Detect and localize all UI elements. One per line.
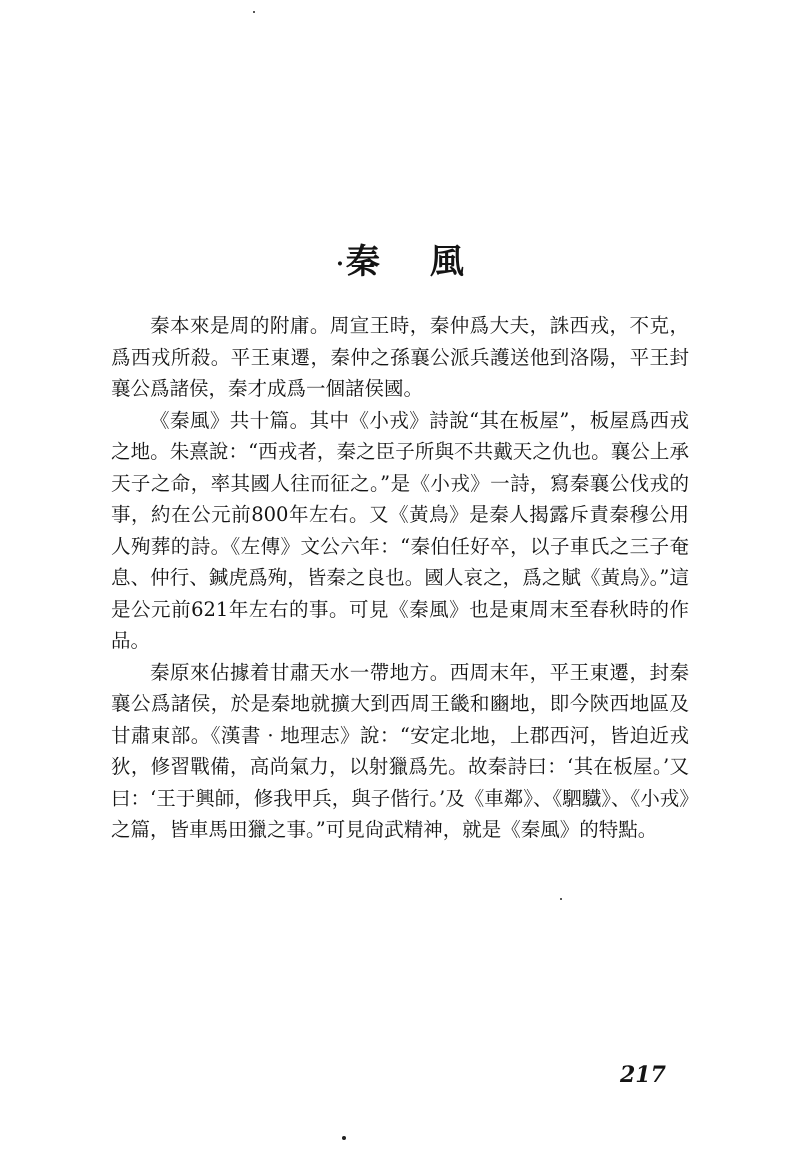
paragraph-3: 秦原來佔據着甘肅天水一帶地方。西周末年，平王東遷，封秦襄公爲諸侯，於是秦地就擴大到西周王畿和豳地，即今陝西地區及甘肅東部。《漢書 · 地理志》說：“安定北地，上郡西河，皆迫近戎狄，修習戰備，高尚氣力，以射獵爲先。故秦詩曰：‘其在板屋。’又曰：‘王于興師，修我甲兵，與子偕行。’及《車鄰》、《駟驖》、《小戎》之篇，皆車馬田獵之事。”可見尙武精神，就是《秦風》的特點。 xyxy=(111,660,689,841)
paragraph-1: 秦本來是周的附庸。周宣王時，秦仲爲大夫，誅西戎，不克，爲西戎所殺。平王東遷，秦仲之孫襄公派兵護送他到洛陽，平王封襄公爲諸侯，秦才成爲一個諸侯國。 xyxy=(111,314,689,400)
paragraph-2: 《秦風》共十篇。其中《小戎》詩說“其在板屋”，板屋爲西戎之地。朱熹說：“西戎者，秦之臣子所與不共戴天之仇也。襄公上承天子之命，率其國人往而征之。”是《小戎》一詩，寫秦襄公伐戎的事，約在公元前800年左右。又《黃鳥》是秦人揭露斥責秦穆公用人殉葬的詩。《左傳》文公六年：“秦伯任好卒，以子車氏之三子奄息、仲行、鍼虎爲殉，皆秦之良也。國人哀之，爲之賦《黃鳥》。”這是公元前621年左右的事。可見《秦風》也是東周末至春秋時的作品。 xyxy=(111,408,689,652)
page-number: 217 xyxy=(620,1062,666,1088)
scan-speck xyxy=(560,898,562,900)
body-text xyxy=(111,310,689,846)
scan-speck xyxy=(342,1136,346,1140)
chapter-title xyxy=(0,240,800,286)
scan-speck xyxy=(253,11,255,13)
title-dot: · xyxy=(336,251,344,277)
chapter-title-text: 秦風 xyxy=(345,242,514,282)
